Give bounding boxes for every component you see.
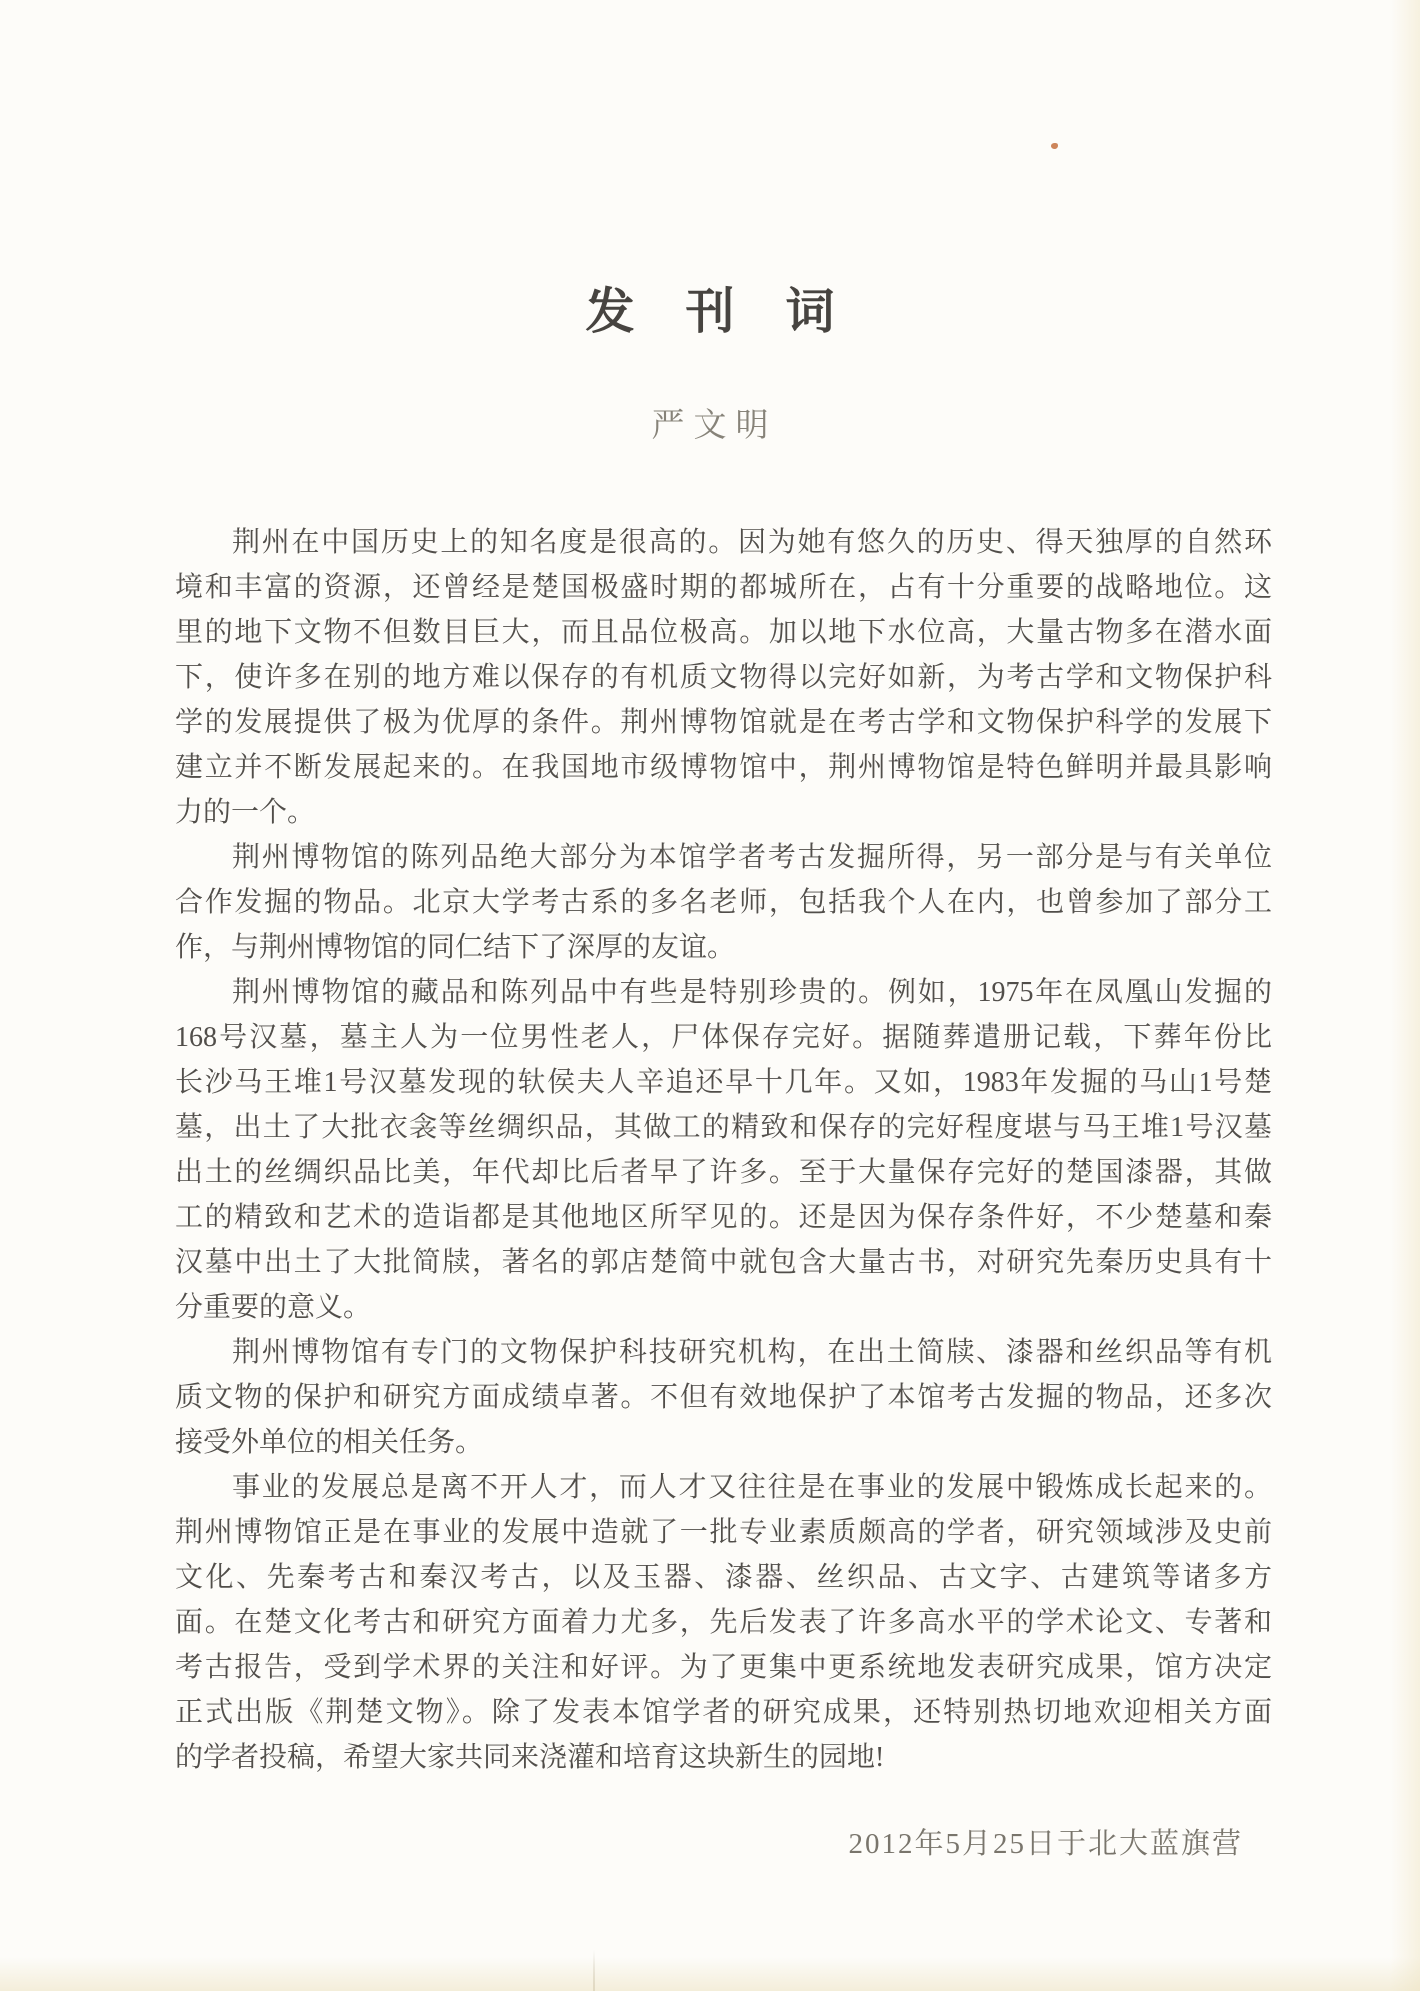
text-line: 荆州博物馆的藏品和陈列品中有些是特别珍贵的。例如，1975年在凤凰山发掘的	[232, 977, 1272, 1008]
text-line: 接受外单位的相关任务。	[175, 1427, 484, 1458]
text-line: 文化、先秦考古和秦汉考古，以及玉器、漆器、丝织品、古文字、古建筑等诸多方	[175, 1562, 1272, 1593]
text-line: 168号汉墓，墓主人为一位男性老人，尸体保存完好。据随葬遣册记载，下葬年份比	[175, 1022, 1272, 1053]
text-line: 长沙马王堆1号汉墓发现的轪侯夫人辛追还早十几年。又如，1983年发掘的马山1号楚	[175, 1067, 1272, 1098]
scan-artifact-dot	[1051, 143, 1058, 149]
text-line: 出土的丝绸织品比美，年代却比后者早了许多。至于大量保存完好的楚国漆器，其做	[175, 1157, 1272, 1188]
text-line: 汉墓中出土了大批简牍，著名的郭店楚简中就包含大量古书，对研究先秦历史具有十	[175, 1247, 1272, 1278]
text-line: 正式出版《荆楚文物》。除了发表本馆学者的研究成果，还特别热切地欢迎相关方面	[175, 1697, 1272, 1728]
text-line: 考古报告，受到学术界的关注和好评。为了更集中更系统地发表研究成果，馆方决定	[175, 1652, 1272, 1683]
text-line: 荆州博物馆正是在事业的发展中造就了一批专业素质颇高的学者，研究领域涉及史前	[175, 1517, 1272, 1548]
text-line: 事业的发展总是离不开人才，而人才又往往是在事业的发展中锻炼成长起来的。	[232, 1472, 1272, 1503]
text-line: 荆州博物馆的陈列品绝大部分为本馆学者考古发掘所得，另一部分是与有关单位	[232, 842, 1272, 873]
text-line: 工的精致和艺术的造诣都是其他地区所罕见的。还是因为保存条件好，不少楚墓和秦	[175, 1202, 1272, 1233]
text-line: 分重要的意义。	[175, 1292, 372, 1323]
text-line: 作，与荆州博物馆的同仁结下了深厚的友谊。	[175, 932, 736, 963]
page-title: 发刊词	[585, 284, 886, 339]
text-line: 质文物的保护和研究方面成绩卓著。不但有效地保护了本馆考古发掘的物品，还多次	[175, 1382, 1272, 1413]
scan-crease	[593, 1950, 595, 1991]
text-line: 荆州博物馆有专门的文物保护科技研究机构，在出土简牍、漆器和丝织品等有机	[232, 1337, 1272, 1368]
text-line: 面。在楚文化考古和研究方面着力尤多，先后发表了许多高水平的学术论文、专著和	[175, 1607, 1272, 1638]
text-line: 墓，出土了大批衣衾等丝绸织品，其做工的精致和保存的完好程度堪与马王堆1号汉墓	[175, 1112, 1272, 1143]
text-line: 里的地下文物不但数目巨大，而且品位极高。加以地下水位高，大量古物多在潜水面	[175, 617, 1272, 648]
text-line: 力的一个。	[175, 797, 316, 828]
author-name: 严文明	[651, 408, 778, 444]
text-line: 境和丰富的资源，还曾经是楚国极盛时期的都城所在，占有十分重要的战略地位。这	[175, 572, 1272, 603]
dateline: 2012年5月25日于北大蓝旗营	[848, 1828, 1243, 1860]
text-line: 下，使许多在别的地方难以保存的有机质文物得以完好如新，为考古学和文物保护科	[175, 662, 1272, 693]
text-line: 建立并不断发展起来的。在我国地市级博物馆中，荆州博物馆是特色鲜明并最具影响	[175, 752, 1272, 783]
text-line: 荆州在中国历史上的知名度是很高的。因为她有悠久的历史、得天独厚的自然环	[232, 527, 1272, 558]
body-text	[175, 520, 1272, 1780]
text-line: 的学者投稿，希望大家共同来浇灌和培育这块新生的园地!	[175, 1742, 885, 1773]
text-line: 合作发掘的物品。北京大学考古系的多名老师，包括我个人在内，也曾参加了部分工	[175, 887, 1272, 918]
text-line: 学的发展提供了极为优厚的条件。荆州博物馆就是在考古学和文物保护科学的发展下	[175, 707, 1272, 738]
